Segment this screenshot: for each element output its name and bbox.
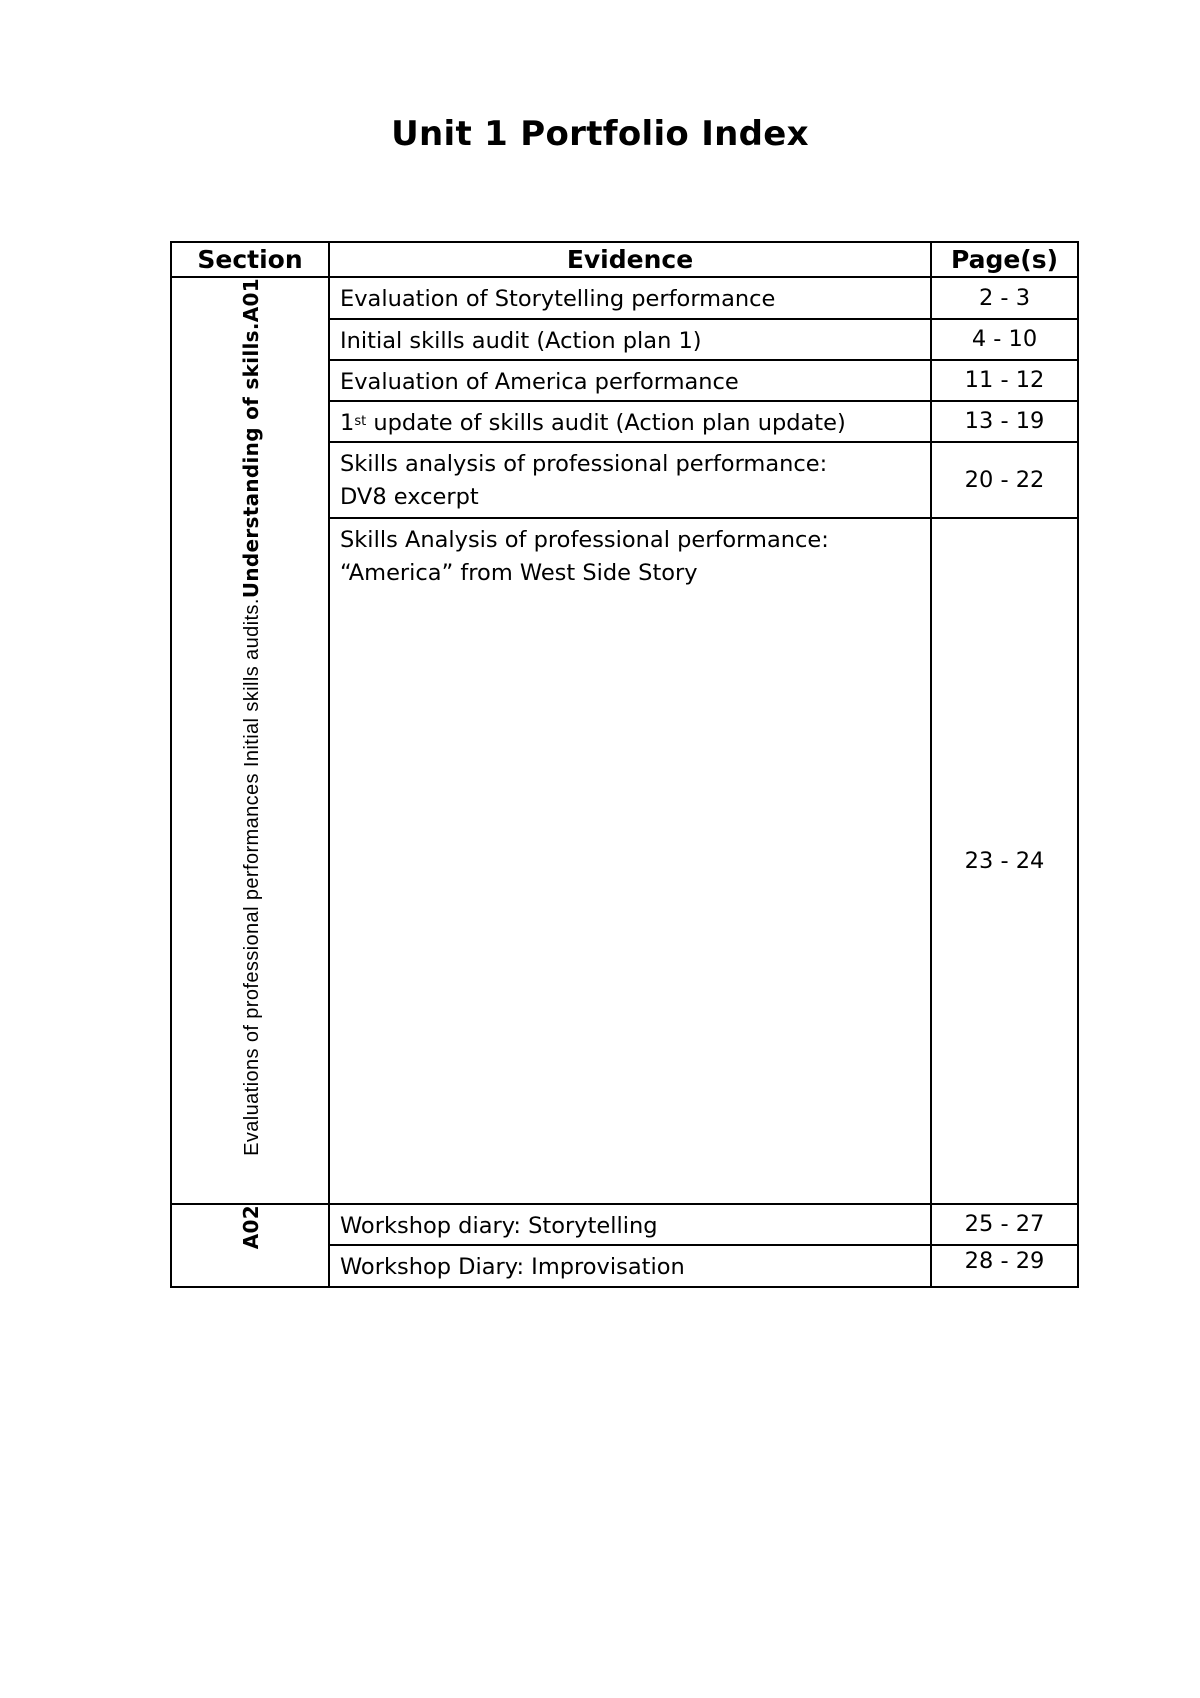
evidence-cell: Workshop Diary: Improvisation bbox=[329, 1245, 931, 1287]
pages-cell: 25 - 27 bbox=[931, 1204, 1078, 1245]
evidence-cell: 1st update of skills audit (Action plan update) bbox=[329, 401, 931, 442]
evidence-cell: Workshop diary: Storytelling bbox=[329, 1204, 931, 1245]
pages-cell: 2 - 3 bbox=[931, 277, 1078, 319]
section-a01-label: Evaluations of professional performances Initial skills audits.Understanding of skills.A01 bbox=[239, 278, 263, 1156]
section-a01-cell bbox=[171, 277, 329, 1204]
evidence-cell: Evaluation of America performance bbox=[329, 360, 931, 401]
table-row bbox=[171, 277, 1078, 319]
header-pages: Page(s) bbox=[931, 242, 1078, 277]
section-a02-label: A02 bbox=[239, 1205, 263, 1250]
evidence-cell: Evaluation of Storytelling performance bbox=[329, 277, 931, 319]
portfolio-index-table bbox=[170, 241, 1079, 1288]
section-a02-cell bbox=[171, 1204, 329, 1287]
pages-cell: 23 - 24 bbox=[931, 518, 1078, 1204]
evidence-cell: Skills analysis of professional performance: DV8 excerpt bbox=[329, 442, 931, 518]
pages-cell: 11 - 12 bbox=[931, 360, 1078, 401]
page-title: Unit 1 Portfolio Index bbox=[391, 114, 809, 154]
evidence-cell: Initial skills audit (Action plan 1) bbox=[329, 319, 931, 360]
pages-cell: 4 - 10 bbox=[931, 319, 1078, 360]
pages-cell: 13 - 19 bbox=[931, 401, 1078, 442]
pages-cell: 28 - 29 bbox=[931, 1245, 1078, 1287]
table-header-row bbox=[171, 242, 1078, 277]
evidence-cell: Skills Analysis of professional performance: “America” from West Side Story bbox=[329, 518, 931, 1204]
header-section: Section bbox=[171, 242, 329, 277]
pages-cell: 20 - 22 bbox=[931, 442, 1078, 518]
table-row bbox=[171, 1204, 1078, 1245]
header-evidence: Evidence bbox=[329, 242, 931, 277]
